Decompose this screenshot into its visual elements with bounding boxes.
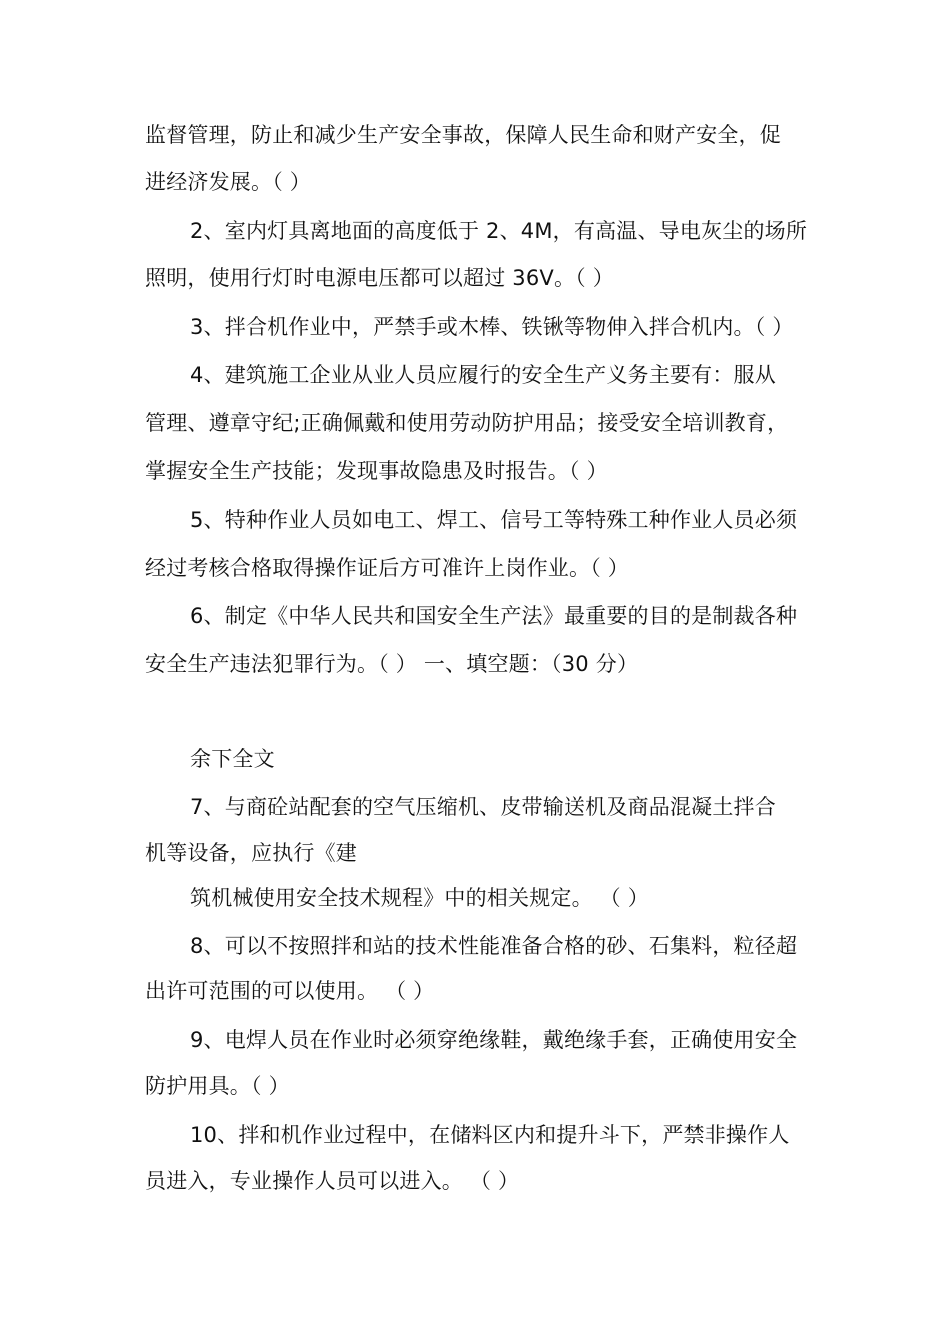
text-line-2: 进经济发展。（ ）: [145, 170, 311, 194]
question-2-line-2: 照明，使用行灯时电源电压都可以超过 36V。（ ）: [145, 266, 614, 290]
question-6-line-2: 安全生产违法犯罪行为。（ ） 一、填空题：（30 分）: [145, 652, 639, 676]
question-5-line-2: 经过考核合格取得操作证后方可准许上岗作业。（ ）: [145, 556, 629, 580]
text-line-1: 监督管理，防止和减少生产安全事故，保障人民生命和财产安全，促: [145, 123, 781, 147]
question-3-line-1: 3、拌合机作业中，严禁手或木棒、铁锹等物伸入拌合机内。（ ）: [190, 315, 794, 339]
question-7-line-2: 机等设备，应执行《建: [145, 841, 357, 865]
remaining-text-label: 余下全文: [190, 747, 275, 771]
question-10-line-2: 员进入，专业操作人员可以进入。 （ ）: [145, 1169, 520, 1193]
question-7-line-1: 7、与商砼站配套的空气压缩机、皮带输送机及商品混凝土拌合: [190, 795, 776, 819]
question-10-line-1: 10、拌和机作业过程中，在储料区内和提升斗下，严禁非操作人: [190, 1123, 790, 1147]
question-4-line-3: 掌握安全生产技能；发现事故隐患及时报告。（ ）: [145, 459, 608, 483]
question-4-line-1: 4、建筑施工企业从业人员应履行的安全生产义务主要有：服从: [190, 363, 776, 387]
question-6-line-1: 6、制定《中华人民共和国安全生产法》最重要的目的是制裁各种: [190, 604, 798, 628]
question-7-line-3: 筑机械使用安全技术规程》中的相关规定。 （ ）: [190, 886, 649, 910]
question-9-line-2: 防护用具。（ ）: [145, 1074, 290, 1098]
question-9-line-1: 9、电焊人员在作业时必须穿绝缘鞋，戴绝缘手套，正确使用安全: [190, 1028, 798, 1052]
question-4-line-2: 管理、遵章守纪;正确佩戴和使用劳动防护用品；接受安全培训教育，: [145, 411, 789, 435]
question-2-line-1: 2、室内灯具离地面的高度低于 2、4M，有高温、导电灰尘的场所: [190, 219, 808, 243]
question-8-line-1: 8、可以不按照拌和站的技术性能准备合格的砂、石集料，粒径超: [190, 934, 798, 958]
question-8-line-2: 出许可范围的可以使用。 （ ）: [145, 979, 435, 1003]
question-5-line-1: 5、特种作业人员如电工、焊工、信号工等特殊工种作业人员必须: [190, 508, 798, 532]
